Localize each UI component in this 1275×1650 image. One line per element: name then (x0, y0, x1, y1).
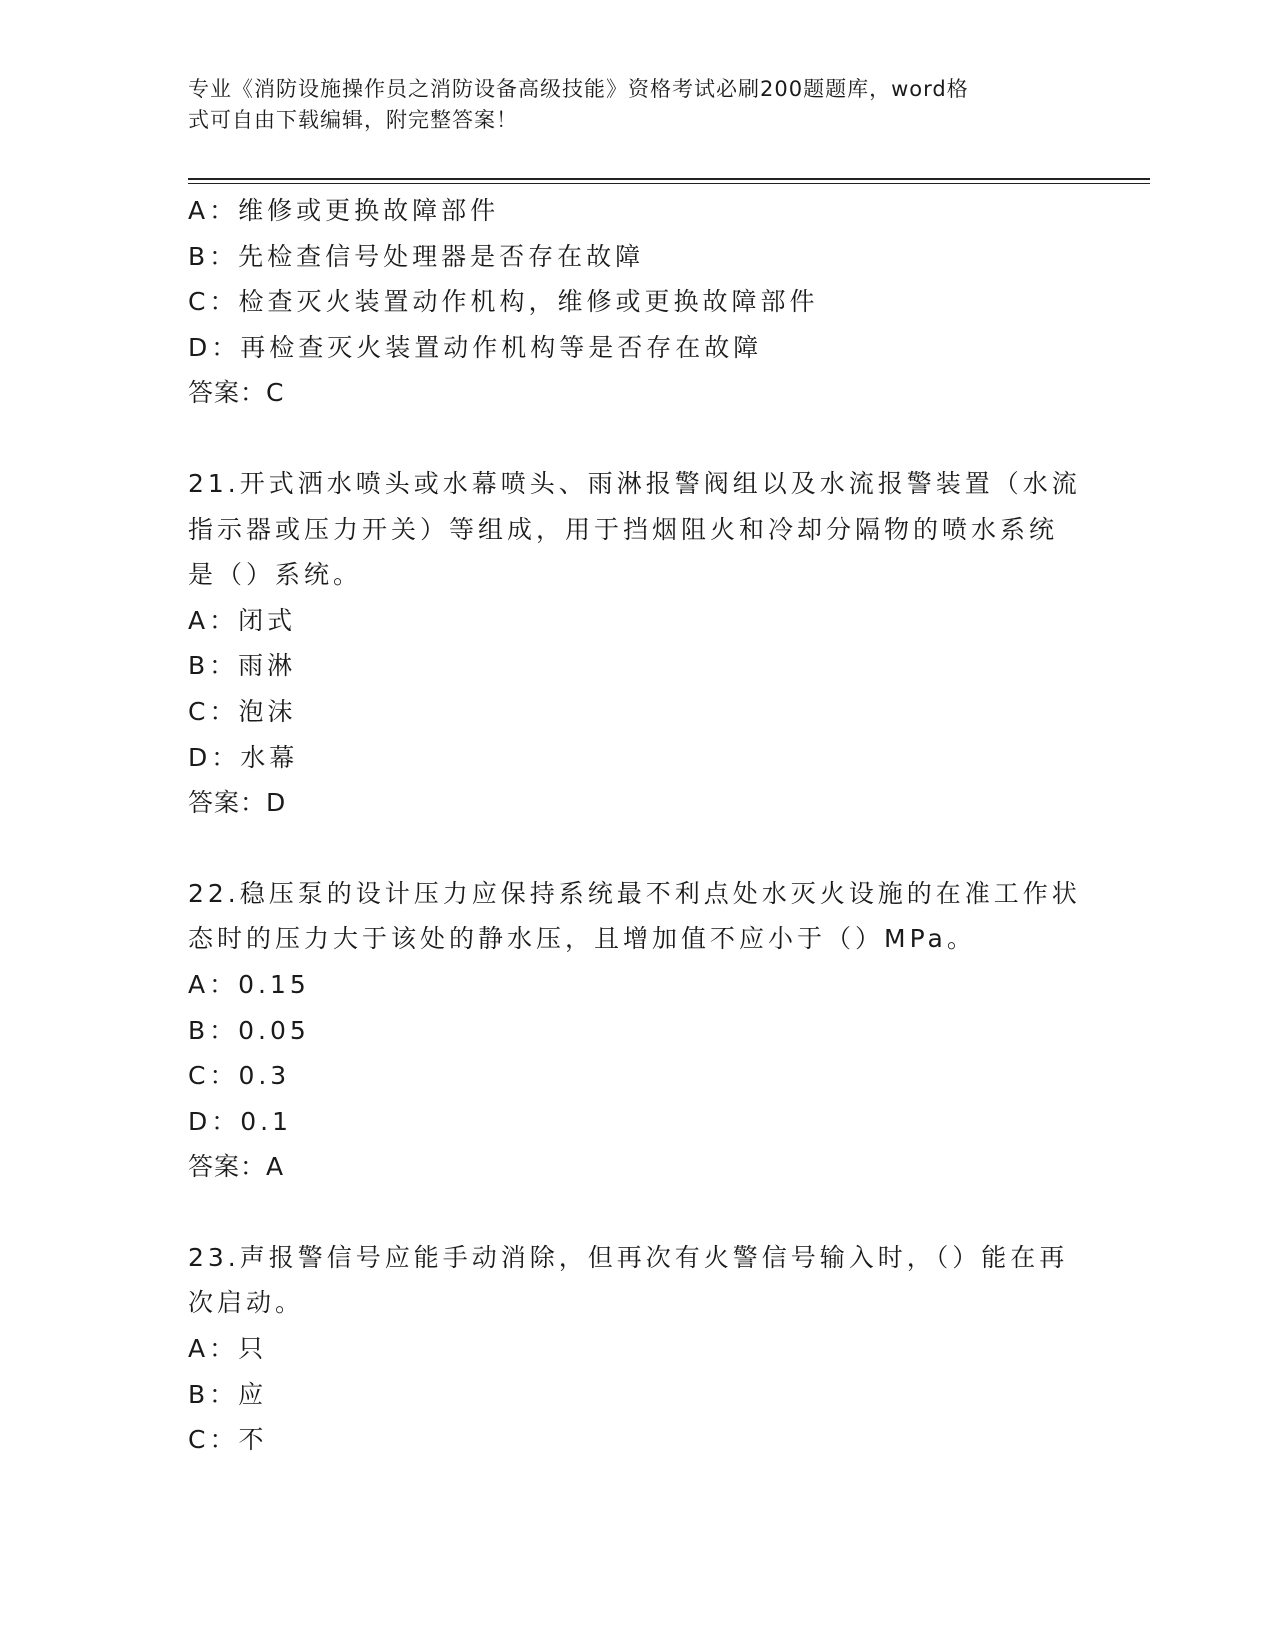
option-b: B：先检查信号处理器是否存在故障 (188, 241, 645, 271)
question-text (188, 461, 1088, 598)
option-a: A：闭式 (188, 605, 297, 635)
question-block-20 (188, 188, 1088, 416)
question-line: 21.开式洒水喷头或水幕喷头、雨淋报警阀组以及水流报警装置（水流 (188, 468, 1081, 498)
option-a: A：维修或更换故障部件 (188, 196, 500, 225)
option-c: C：检查灭火装置动作机构，维修或更换故障部件 (188, 287, 819, 317)
option-c: C：不 (188, 1425, 268, 1455)
header-divider-thick (188, 178, 1150, 180)
document-header (188, 74, 1088, 136)
option-b: B：应 (188, 1379, 268, 1409)
question-line: 23.声报警信号应能手动消除，但再次有火警信号输入时，（）能在再 (188, 1242, 1069, 1272)
question-list (188, 188, 1088, 1463)
question-line: 22.稳压泵的设计压力应保持系统最不利点处水灭火设施的在准工作状 (188, 878, 1081, 908)
answer-line: 答案：D (188, 788, 287, 818)
question-block-23 (188, 1235, 1088, 1463)
question-block-22 (188, 871, 1088, 1190)
question-line: 指示器或压力开关）等组成，用于挡烟阻火和冷却分隔物的喷水系统 (188, 514, 1059, 544)
answer-line: 答案：A (188, 1152, 285, 1182)
header-line-2: 式可自由下载编辑，附完整答案！ (188, 108, 518, 132)
answer-line: 答案：C (188, 378, 285, 408)
option-d: D：再检查灭火装置动作机构等是否存在故障 (188, 332, 763, 362)
header-divider-thin (188, 183, 1150, 184)
option-b: B：0.05 (188, 1015, 310, 1045)
option-c: C：泡沫 (188, 696, 297, 726)
option-d: D：0.1 (188, 1106, 293, 1136)
question-text (188, 871, 1088, 962)
question-line: 是（）系统。 (188, 560, 363, 590)
question-block-21 (188, 461, 1088, 826)
question-line: 次启动。 (188, 1288, 305, 1318)
option-a: A：只 (188, 1334, 268, 1364)
header-line-1: 专业《消防设施操作员之消防设备高级技能》资格考试必刷200题题库，word格 (188, 77, 969, 101)
option-a: A：0.15 (188, 969, 310, 999)
option-b: B：雨淋 (188, 651, 297, 681)
question-text (188, 1235, 1088, 1326)
option-c: C：0.3 (188, 1061, 291, 1091)
option-d: D：水幕 (188, 742, 299, 772)
question-line: 态时的压力大于该处的静水压，且增加值不应小于（）MPa。 (188, 924, 976, 954)
